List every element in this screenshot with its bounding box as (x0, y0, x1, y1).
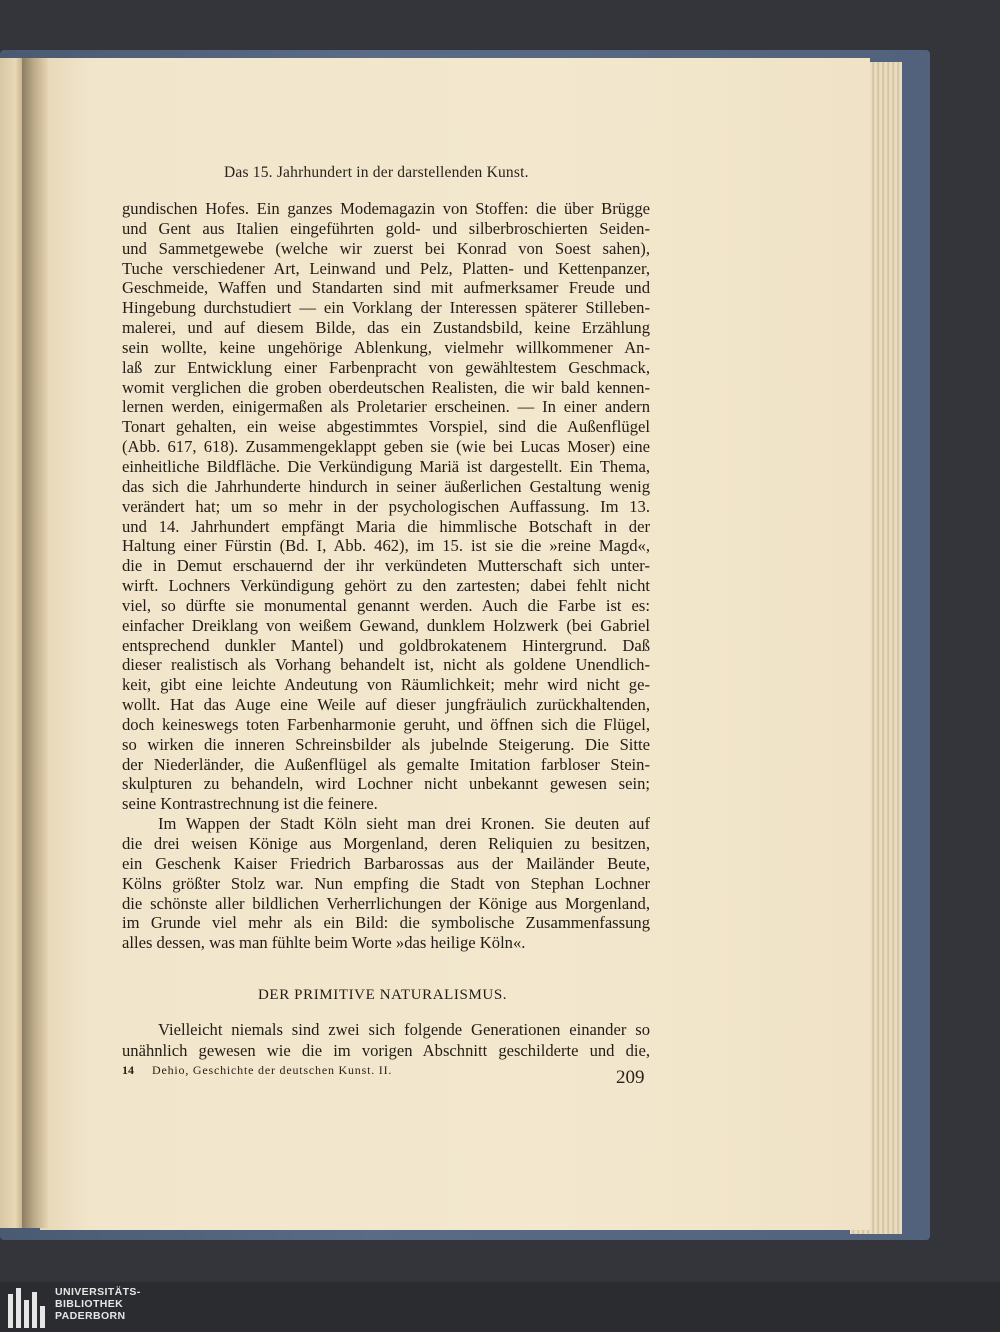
text-line: wollt. Hat das Auge eine Weile auf dieser jungfräulich zurückhaltenden, (122, 695, 650, 715)
signature-number: 14 (122, 1063, 134, 1077)
text-line: und Gent aus Italien eingeführten gold- und silberbroschierten Seiden- (122, 218, 650, 238)
text-line: Kölns größter Stolz war. Nun empfing die Stadt von Stephan Lochner (122, 873, 650, 893)
text-line: Tonart gehalten, ein weise abgestimmtes Vorspiel, sind die Außenflügel (122, 417, 650, 437)
text-line: lernen werden, einigermaßen als Proletarier erscheinen. — In einer andern (122, 397, 650, 417)
text-line: die drei weisen Könige aus Morgenland, deren Reliquien zu besitzen, (122, 834, 650, 853)
text-line: die schönste aller bildlichen Verherrlichungen der Könige aus Morgenland, (122, 893, 650, 913)
text-line: viel, so dürfte sie monumental genannt werden. Auch die Farbe ist es: (122, 595, 650, 615)
text-line: und Sammetgewebe (welche wir zuerst bei Konrad von Soest sahen), (122, 238, 650, 258)
text-line: die in Demut erschauernd der ihr verkündeten Mutterschaft sich unter- (122, 556, 650, 576)
running-head: Das 15. Jahrhundert in der darstellenden Kunst. (224, 164, 529, 181)
text-line: unähnlich gewesen wie die im vorigen Abschnitt geschilderte und die, (122, 1041, 650, 1060)
library-logo-text (55, 1286, 141, 1322)
logo-line: UNIVERSITÄTS- (55, 1286, 141, 1298)
text-line: und 14. Jahrhundert empfängt Maria die himmlische Botschaft in der (122, 516, 650, 536)
library-logo-icon (8, 1288, 48, 1328)
logo-line: PADERBORN (55, 1310, 126, 1322)
section-title: DER PRIMITIVE NATURALISMUS. (258, 987, 508, 1003)
signature-text: Dehio, Geschichte der deutschen Kunst. II. (152, 1063, 393, 1077)
text-line: sein wollte, keine ungehörige Ablenkung, vielmehr willkommener An- (122, 337, 650, 357)
text-line: dieser realistisch als Vorhang behandelt ist, nicht als goldene Unendlich- (122, 655, 650, 675)
main-text (122, 199, 650, 953)
text-line: entsprechend dunkler Mantel) und goldbrokatenem Hintergrund. Daß (122, 635, 650, 655)
logo-line: BIBLIOTHEK (55, 1298, 124, 1310)
page-number: 209 (616, 1067, 645, 1088)
text-line: Hingebung durchstudiert — ein Vorklang der Interessen späterer Stilleben- (122, 298, 650, 318)
text-line: (Abb. 617, 618). Zusammengeklappt geben sie (wie bei Lucas Moser) eine (122, 437, 650, 457)
text-line: Haltung einer Fürstin (Bd. I, Abb. 462), im 15. ist sie die »reine Magd«, (122, 536, 650, 556)
text-line: doch keineswegs toten Farbenharmonie geruht, und öffnen sich die Flügel, (122, 714, 650, 734)
text-line: womit verglichen die groben oberdeutschen Realisten, die wir bald kennen- (122, 377, 650, 397)
paragraph-1 (122, 199, 650, 814)
text-line: laß zur Entwicklung einer Farbenpracht von gewähltestem Geschmack, (122, 357, 650, 377)
text-line: einheitliche Bildfläche. Die Verkündigung Mariä ist dargestellt. Ein Thema, (122, 456, 650, 476)
text-line: verändert hat; um so mehr in der psychologischen Auffassung. Im 13. (122, 496, 650, 516)
paragraph-2 (122, 814, 650, 953)
text-line: einfacher Dreiklang von weißem Gewand, dunklem Holzwerk (bei Gabriel (122, 615, 650, 635)
text-line: wirft. Lochners Verkündigung gehört zu den zartesten; dabei fehlt nicht (122, 576, 650, 596)
text-line: skulpturen zu behandeln, wird Lochner nicht unbekannt gewesen sein; (122, 774, 650, 794)
text-line: im Grunde viel mehr als ein Bild: die symbolische Zusammenfassung (122, 913, 650, 933)
text-line: keit, gibt eine leichte Andeutung von Räumlichkeit; mehr wird nicht ge- (122, 675, 650, 695)
library-footer (0, 1282, 1000, 1332)
text-line: seine Kontrastrechnung ist die feinere. (122, 794, 378, 814)
signature-line (122, 1063, 392, 1078)
text-line: das sich die Jahrhunderte hindurch in seiner äußerlichen Gestaltung wenig (122, 476, 650, 496)
text-line: ein Geschenk Kaiser Friedrich Barbarossas aus der Mailänder Beute, (122, 853, 650, 873)
text-line: der Niederländer, die Außenflügel als gemalte Imitation farbloser Stein- (122, 754, 650, 774)
text-line: gundischen Hofes. Ein ganzes Modemagazin von Stoffen: die über Brügge (122, 199, 650, 218)
text-line: Vielleicht niemals sind zwei sich folgende Generationen einander so (158, 1020, 650, 1039)
left-page-edge (0, 58, 22, 1228)
text-line: alles dessen, was man fühlte beim Worte »das heilige Köln«. (122, 933, 526, 953)
text-line: so wirken die inneren Schreinsbilder als jubelnde Steigerung. Die Sitte (122, 734, 650, 754)
text-line: malerei, und auf diesem Bilde, das ein Zustandsbild, keine Erzählung (122, 318, 650, 338)
text-line: Geschmeide, Waffen und Standarten sind mit aufmerksamer Freude und (122, 278, 650, 298)
paragraph-3 (122, 1019, 650, 1061)
text-line: Tuche verschiedener Art, Leinwand und Pelz, Platten- und Kettenpanzer, (122, 258, 650, 278)
book-gutter (22, 58, 48, 1228)
text-line: Im Wappen der Stadt Köln sieht man drei Kronen. Sie deuten auf (158, 814, 650, 834)
